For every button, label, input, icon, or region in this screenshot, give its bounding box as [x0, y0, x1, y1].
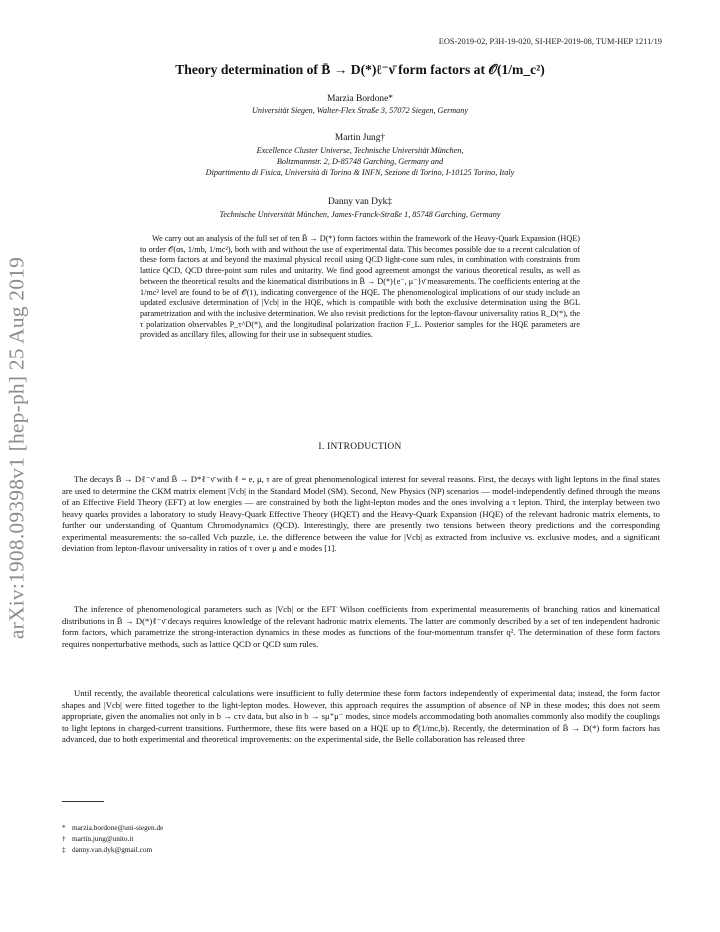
- author-name-2: Martin Jung†: [334, 133, 386, 143]
- footnote-email[interactable]: danny.van.dyk@gmail.com: [72, 845, 153, 854]
- footnote-2: [62, 834, 133, 844]
- intro-paragraph-2: The inference of phenomenological parameters such as |Vcb| or the EFT Wilson coefficients from experimental measurements of branching ratios and kinematical distributions in B̄ → D(*)ℓ⁻ν̄ decays requires knowledge of the relevant hadronic matrix elements. The latter are commonly described by a set of ten independent hadronic form factors, which parametrize the strong-interaction dynamics in these modes as functions of the four-momentum transfer q². The determination of these form factors requires nonperturbative methods, such as lattice QCD or QCD sum rules.: [62, 604, 660, 649]
- arxiv-stamp-text: arXiv:1908.09398v1 [hep-ph] 25 Aug 2019: [4, 256, 29, 640]
- paper-title: Theory determination of B̄ → D(*)ℓ⁻ν̄ form factors at 𝒪(1/m_c²): [175, 62, 545, 77]
- affiliation-line: Universität Siegen, Walter-Flex Straße 3, 57072 Siegen, Germany: [252, 106, 468, 115]
- footnote-email[interactable]: martin.jung@unito.it: [72, 834, 134, 843]
- intro-paragraph-1: The decays B̄ → Dℓ⁻ν̄ and B̄ → D*ℓ⁻ν̄ with ℓ = e, μ, τ are of great phenomenological interest for several reasons. First, the decays with light leptons in the final states are used to determine the CKM matrix element |Vcb| in the Standard Model (SM). Second, New Physics (NP) scenarios — model-independently defined through the means of an Effective Field Theory (EFT) at low energies — are constrained by both the light-lepton modes and the ones involving a τ lepton. Third, the interplay between two heavy quarks provides a laboratory to study Heavy-Quark Effective Theory (HQET) and the Heavy-Quark Expansion (HQE) of the relevant hadronic matrix elements, to further our understanding of Quantum Chromodynamics (QCD). Interestingly, there are presently two tensions between theory predictions and the corresponding experimental measurements: the so-called Vcb puzzle, i.e. the difference between the value for |Vcb| as extracted from inclusive vs. exclusive modes, and a significant deviation from lepton-flavour universality in ratios of τ over μ and e modes [1].: [62, 474, 660, 554]
- author-affiliation-1: [62, 105, 658, 116]
- affiliation-line: Excellence Cluster Universe, Technische Universität München,: [256, 146, 464, 155]
- author-name-3: Danny van Dyk‡: [327, 197, 393, 207]
- intro-paragraph-3: Until recently, the available theoretical calculations were insufficient to fully determine these form factors independently of experimental data; instead, the form factor shapes and |Vcb| were fitted together to the light-lepton modes. However, this approach requires the assumption of absence of NP in these modes; this does not seem appropriate, given the anomalies not only in b → cτν data, but also in b → sμ⁺μ⁻ modes, since models accommodating both anomalies commonly also modify the couplings to light leptons in charged-current transitions. Furthermore, these fits were based on a HQE up to 𝒪(1/mc,b). Recently, the determination of B̄ → D(*) form factors has advanced, due to both experimental and theoretical improvements: on the experimental side, the Belle collaboration has released three: [62, 688, 660, 745]
- author-affiliation-2: [62, 145, 658, 178]
- footnote-mark: ‡: [62, 845, 66, 854]
- footnote-rule: [62, 801, 104, 802]
- affiliation-line: Dipartimento di Fisica, Università di Torino & INFN, Sezione di Torino, I-10125 Torino, Italy: [205, 168, 515, 177]
- affiliation-line: Technische Universität München, James-Franck-Straße 1, 85748 Garching, Germany: [219, 210, 501, 219]
- arxiv-stamp: [0, 0, 34, 932]
- footnote-mark: †: [62, 834, 66, 843]
- author-name-1: Marzia Bordone*: [327, 94, 393, 104]
- footnote-email[interactable]: marzia.bordone@uni-siegen.de: [72, 823, 164, 832]
- footnote-3: [62, 845, 152, 855]
- section-heading: I. INTRODUCTION: [318, 442, 402, 452]
- footnote-1: [62, 823, 163, 833]
- abstract: We carry out an analysis of the full set of ten B̄ → D(*) form factors within the framework of the Heavy-Quark Expansion (HQE) to order 𝒪(αs, 1/mb, 1/mc²), both with and without the use of experimental data. This becomes possible due to a recent calculation of these form factors at and beyond the maximal physical recoil using QCD light-cone sum rules, in combination with constraints from lattice QCD, QCD three-point sum rules and unitarity. We find good agreement amongst the various theoretical results, as well as between the theoretical results and the kinematical distributions in B̄ → D(*){e⁻, μ⁻}ν̄ measurements. The coefficients entering at the 1/mc² level are found to be of 𝒪(1), indicating convergence of the HQE. The phenomenological implications of our study include an updated exclusive determination of |Vcb| in the HQE, which is compatible with both the exclusive determination using the BGL parametrization and with the inclusive determination. We also revisit predictions for the lepton-flavour universality ratios R_D(*), the τ polarization observables P_τ^D(*), and the longitudinal polarization fraction F_L. Posterior samples for the HQE parameters are provided as ancillary files, allowing for their use in subsequent studies.: [140, 234, 580, 340]
- affiliation-line: Boltzmannstr. 2, D-85748 Garching, Germany and: [276, 157, 444, 166]
- footnote-mark: *: [62, 823, 66, 832]
- report-numbers: EOS-2019-02, P3H-19-020, SI-HEP-2019-08, TUM-HEP 1211/19: [438, 37, 662, 46]
- author-affiliation-3: [62, 209, 658, 220]
